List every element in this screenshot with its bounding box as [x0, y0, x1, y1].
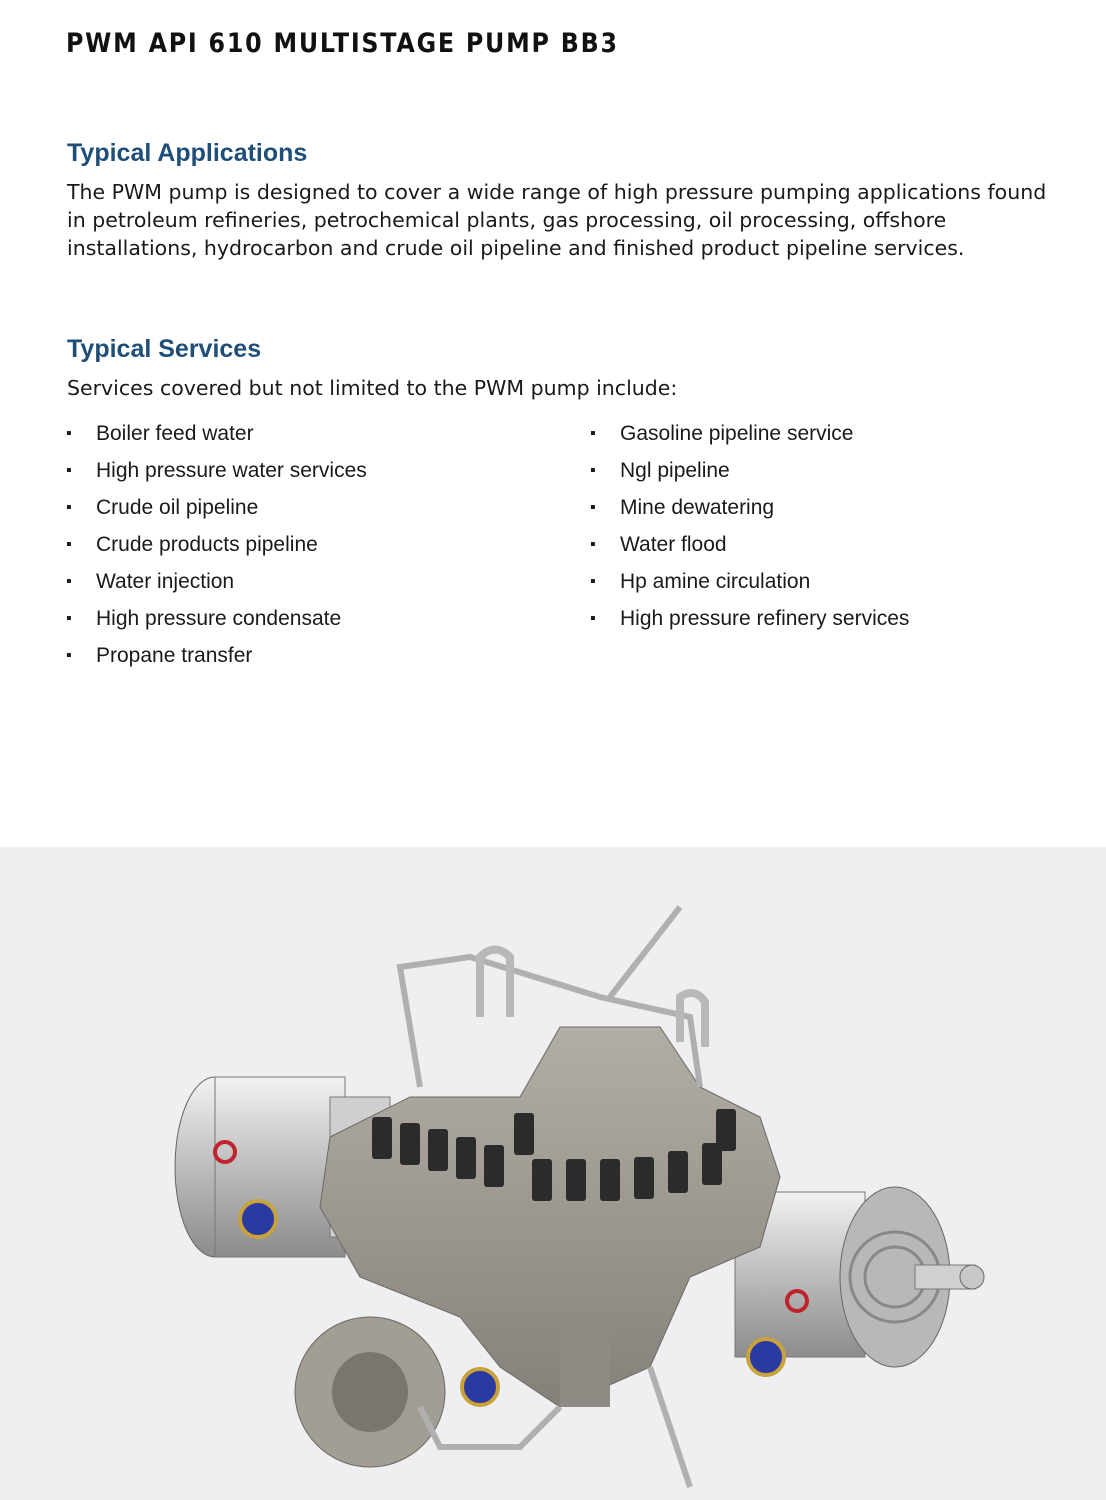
services-intro: Services covered but not limited to the PWM pump include:	[67, 376, 678, 400]
applications-paragraph: The PWM pump is designed to cover a wide range of high pressure pumping applications found in petroleum refineries, petrochemical plants, gas processing, oil processing, offshore installations, hydrocarbon and crude oil pipeline and finished product pipeline services.	[67, 180, 1047, 260]
list-item: ▪ Water injection	[66, 568, 367, 605]
bullet-icon: ▪	[590, 610, 596, 627]
bullet-icon: ▪	[66, 610, 72, 627]
services-heading: Typical Services	[67, 335, 262, 363]
list-item: ▪ Propane transfer	[66, 642, 367, 679]
bullet-icon: ▪	[590, 462, 596, 479]
right-bearing-housing	[735, 1187, 984, 1375]
pressure-gauge-icon	[462, 1369, 498, 1405]
list-item: ▪ Crude oil pipeline	[66, 494, 367, 531]
list-item: ▪ Gasoline pipeline service	[590, 420, 909, 457]
bullet-icon: ▪	[66, 647, 72, 664]
list-item: ▪ Ngl pipeline	[590, 457, 909, 494]
bullet-icon: ▪	[66, 499, 72, 516]
services-list-left	[66, 420, 367, 679]
bullet-icon: ▪	[590, 573, 596, 590]
bullet-icon: ▪	[590, 536, 596, 553]
bullet-icon: ▪	[66, 425, 72, 442]
pump-image-panel	[0, 847, 1106, 1500]
suction-flange	[295, 1317, 445, 1467]
bullet-icon: ▪	[590, 499, 596, 516]
bullet-icon: ▪	[66, 573, 72, 590]
bullet-icon: ▪	[66, 462, 72, 479]
list-item: ▪ Water flood	[590, 531, 909, 568]
bullet-icon: ▪	[66, 536, 72, 553]
pump-illustration	[0, 847, 1106, 1500]
list-item: ▪ Mine dewatering	[590, 494, 909, 531]
bullet-icon: ▪	[590, 425, 596, 442]
list-item: ▪ High pressure refinery services	[590, 605, 909, 642]
applications-heading: Typical Applications	[67, 139, 308, 167]
list-item: ▪ Crude products pipeline	[66, 531, 367, 568]
list-item: ▪ Boiler feed water	[66, 420, 367, 457]
list-item: ▪ Hp amine circulation	[590, 568, 909, 605]
list-item: ▪ High pressure water services	[66, 457, 367, 494]
list-item: ▪ High pressure condensate	[66, 605, 367, 642]
services-list-right	[590, 420, 909, 642]
page-title: PWM API 610 MULTISTAGE PUMP BB3	[66, 28, 619, 59]
